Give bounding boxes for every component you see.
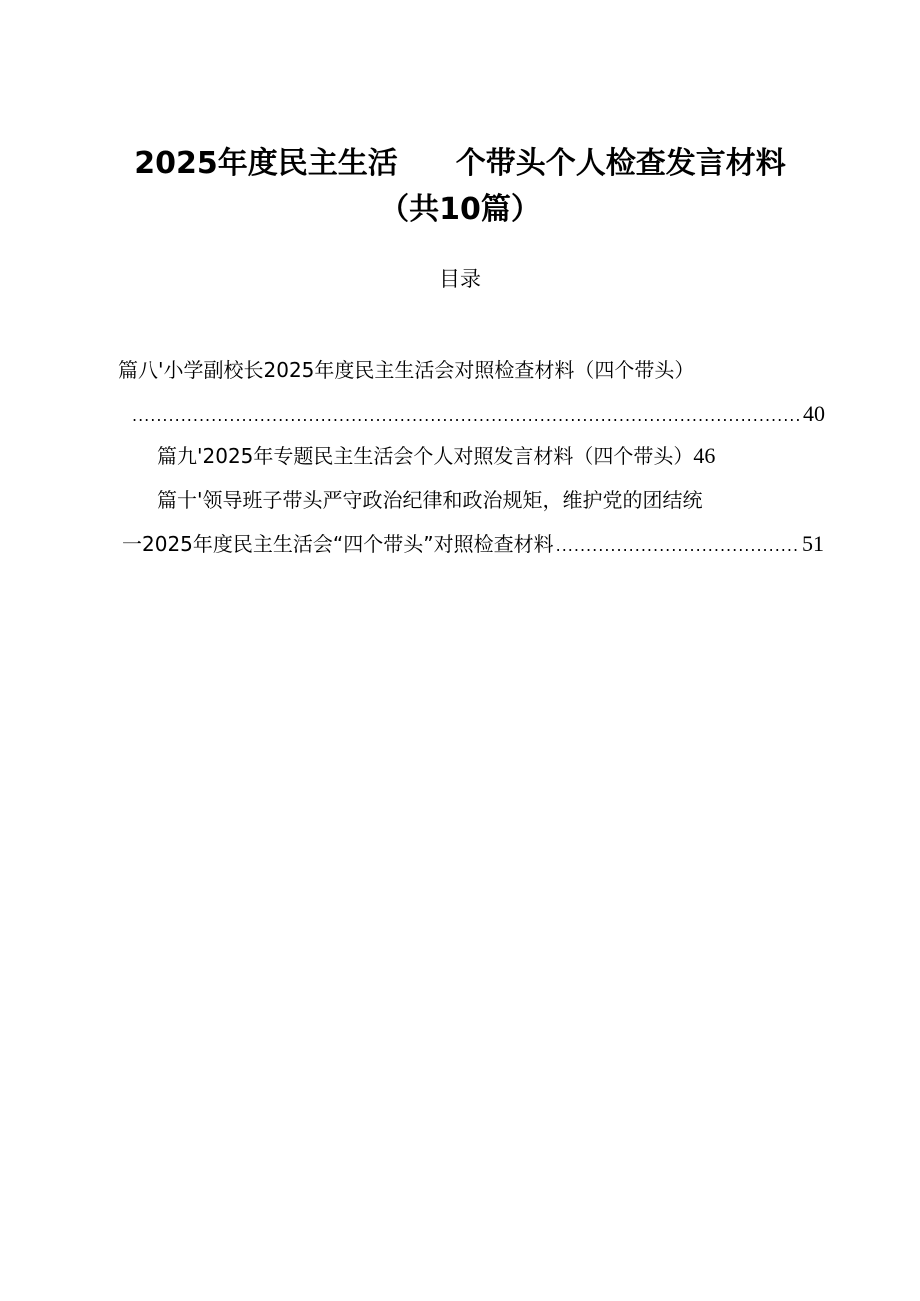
title-part-1: 2025年度民主生活: [134, 146, 398, 181]
toc-entry-10-text-line1[interactable]: 篇十'领导班子带头严守政治纪律和政治规矩，维护党的团结统: [157, 488, 703, 512]
dot-leader: [556, 532, 800, 560]
toc-entry-10-line2[interactable]: [122, 530, 824, 560]
toc-entry-10-page: 51: [802, 531, 824, 556]
toc-entry-8-text[interactable]: 篇八'小学副校长2025年度民主生活会对照检查材料（四个带头）: [118, 358, 695, 382]
document-title: [0, 138, 920, 182]
document-subtitle: （共10篇）: [379, 192, 541, 227]
toc-entry-8-leader-line[interactable]: [130, 400, 825, 430]
dot-leader: [132, 402, 801, 430]
toc-entry-10-text-line2: 一2025年度民主生活会“四个带头”对照检查材料: [122, 532, 554, 556]
toc-entry-9-page: 46: [693, 443, 716, 468]
toc-entry-9-text: 篇九'2025年专题民主生活会个人对照发言材料（四个带头）: [157, 444, 694, 468]
title-part-2: 个带头个人检查发言材料: [455, 146, 786, 181]
toc-entry-8-page: 40: [803, 401, 825, 426]
toc-heading: 目录: [439, 267, 481, 291]
toc-entry-9[interactable]: [157, 442, 715, 470]
